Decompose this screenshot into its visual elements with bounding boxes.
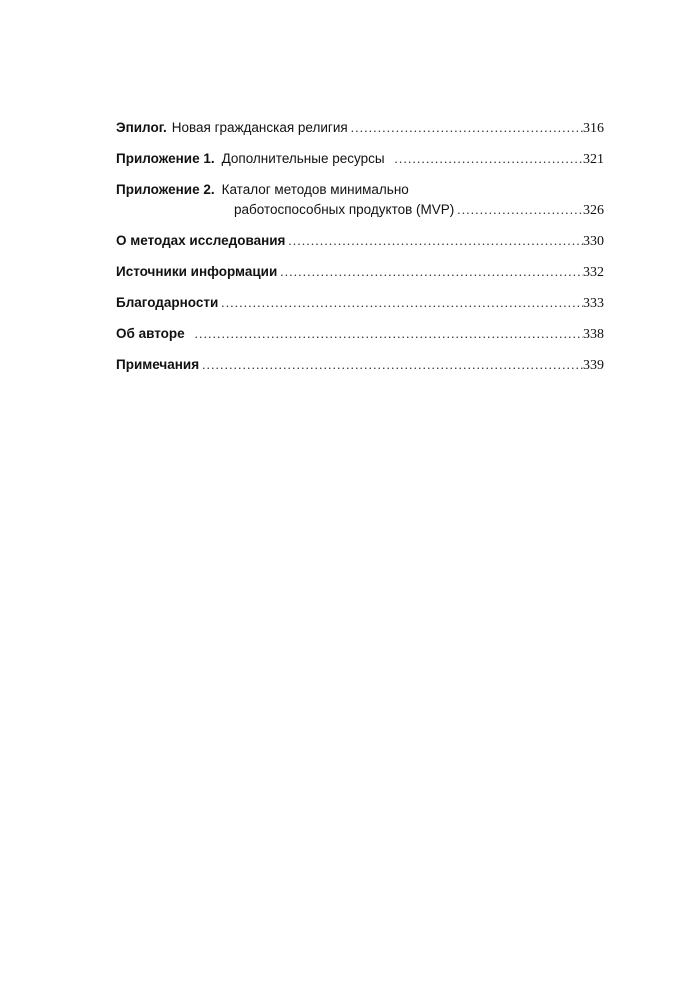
toc-row bbox=[116, 180, 604, 200]
toc-entry-about-author bbox=[116, 324, 604, 345]
toc-entry-label: Приложение 2. bbox=[116, 182, 215, 197]
dot-leader bbox=[454, 200, 583, 220]
toc-row bbox=[116, 355, 604, 376]
toc-entry-epilogue bbox=[116, 118, 604, 139]
toc-entry-notes bbox=[116, 355, 604, 376]
toc-row bbox=[116, 231, 604, 252]
toc-row bbox=[116, 118, 604, 139]
toc-entry-label: Об авторе bbox=[116, 326, 185, 341]
toc-entry-page: 333 bbox=[583, 296, 604, 311]
toc-entry-page: 316 bbox=[583, 121, 604, 136]
toc-row bbox=[116, 262, 604, 283]
toc-entry-page: 338 bbox=[583, 327, 604, 342]
toc-row-continuation bbox=[116, 200, 604, 221]
toc-entry-sources bbox=[116, 262, 604, 283]
dot-leader bbox=[285, 231, 583, 251]
toc-entry-appendix-2 bbox=[116, 180, 604, 221]
dot-leader bbox=[185, 324, 583, 344]
toc-entry-appendix-1 bbox=[116, 149, 604, 170]
toc-entry-title: Дополнительные ресурсы bbox=[221, 151, 385, 166]
toc-entry-page: 321 bbox=[583, 152, 604, 167]
toc-entry-page: 339 bbox=[583, 358, 604, 373]
toc-entry-label: Благодарности bbox=[116, 295, 219, 310]
toc-row bbox=[116, 324, 604, 345]
dot-leader bbox=[385, 149, 583, 169]
toc-entry-label: Источники информации bbox=[116, 264, 278, 279]
toc-entry-title-line-1: Каталог методов минимально bbox=[221, 182, 409, 197]
toc-entry-acknowledgements bbox=[116, 293, 604, 314]
toc-entry-page: 326 bbox=[583, 203, 604, 218]
toc-entry-label: О методах исследования bbox=[116, 233, 286, 248]
dot-leader bbox=[199, 355, 583, 375]
toc-entry-page: 332 bbox=[583, 265, 604, 280]
toc-entry-label: Приложение 1. bbox=[116, 151, 215, 166]
toc-row bbox=[116, 293, 604, 314]
dot-leader bbox=[348, 118, 583, 138]
toc-entry-label: Примечания bbox=[116, 357, 200, 372]
toc-entry-title-line-2: работоспособных продуктов (MVP) bbox=[234, 202, 455, 217]
toc-entry-page: 330 bbox=[583, 234, 604, 249]
toc-row bbox=[116, 149, 604, 170]
toc-entry-title: Новая гражданская религия bbox=[171, 120, 348, 135]
toc-entry-research-methods bbox=[116, 231, 604, 252]
dot-leader bbox=[277, 262, 583, 282]
table-of-contents bbox=[116, 118, 604, 376]
dot-leader bbox=[218, 293, 583, 313]
toc-entry-label: Эпилог. bbox=[116, 120, 167, 135]
